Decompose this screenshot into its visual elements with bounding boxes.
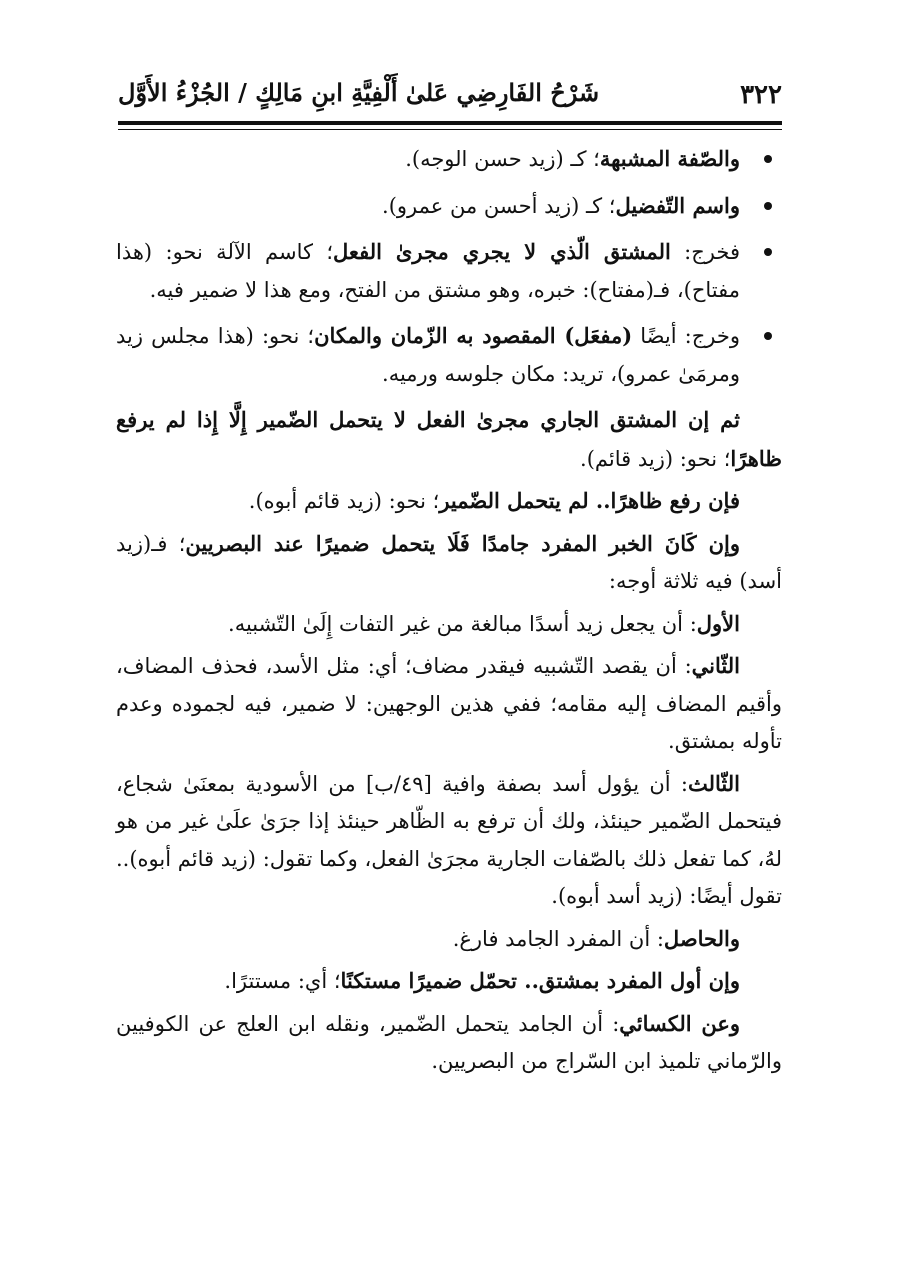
list-item <box>116 187 782 226</box>
paragraph-text: : أن يقصد التّشبيه فيقدر مضاف؛ أي: مثل الأسد، فحذف المضاف، وأقيم المضاف إليه مقامه؛ ففي هذين الوجهين: لا ضمير، فيه لجموده وعدم تأوله بمشتق. <box>116 654 782 753</box>
bullet-term: (مفعَل) المقصود به الزّمان والمكان <box>314 323 633 348</box>
paragraph <box>116 605 782 644</box>
bullet-text: ؛ كـ (زيد أحسن من عمرو). <box>382 193 616 218</box>
paragraph-text: : أن يجعل زيد أسدًا مبالغة من غير التفات إِلَىٰ التّشبيه. <box>228 611 697 636</box>
bullet-term: والصّفة المشبهة <box>599 146 740 171</box>
bullet-list <box>116 140 782 393</box>
bullet-icon <box>764 202 772 210</box>
list-item <box>116 140 782 179</box>
paragraph-text: : أن الجامد يتحمل الضّمير، ونقله ابن العلج عن الكوفيين والرّماني تلميذ ابن السّراج من البصريين. <box>116 1011 782 1073</box>
paragraph <box>116 1005 782 1081</box>
running-title: شَرْحُ الفَارِضِي عَلىٰ أَلْفِيَّةِ ابنِ مَالِكٍ / الجُزْءُ الأَوَّل <box>118 78 600 107</box>
bullet-icon <box>764 332 772 340</box>
paragraph-text: ؛ نحو: (زيد قائم). <box>580 446 731 471</box>
paragraph-bold: الأول <box>696 610 740 636</box>
paragraph-text: ؛ نحو: (زيد قائم أبوه). <box>248 489 440 513</box>
paragraph-text: : أن المفرد الجامد فارغ. <box>452 926 664 951</box>
paragraph-bold: وعن الكسائي <box>619 1010 740 1036</box>
paragraph-text: : أن يؤول أسد بصفة وافية [٤٩/ب] من الأسودية بمعنَىٰ شجاع، فيتحمل الضّمير حينئذ، ولك أن ترفع به الظّاهر حينئذ إذا جرَىٰ علَىٰ غير من هو لهُ، كما تفعل ذلك بالصّفات الجارية مجرَىٰ الفعل، وكما تقول: (زيد قائم أبوه).. تقول أيضًا: (زيد أسد أبوه). <box>116 771 782 908</box>
paragraph <box>116 765 782 916</box>
bullet-prefix: وخرج: أيضًا <box>632 324 740 348</box>
bullet-text: ؛ كاسم الآلة نحو: (هذا مفتاح)، فـ(مفتاح): خبره، وهو مشتق من الفتح، ومع هذا لا ضمير فيه. <box>116 240 740 302</box>
paragraph-bold: الثّاني <box>691 653 740 678</box>
header-rule-thick <box>118 121 782 125</box>
paragraph-bold: ثم إن المشتق الجاري مجرىٰ الفعل لا يتحمل الضّمير إِلَّا إِذا لم يرفع ظاهرًا <box>116 407 782 471</box>
bullet-text: ؛ نحو: (هذا مجلس زيد ومرمَىٰ عمرو)، تريد: مكان جلوسه ورميه. <box>116 324 740 386</box>
page-header <box>118 68 782 124</box>
paragraph <box>116 647 782 761</box>
paragraph-bold: وإن أول المفرد بمشتق.. تحمّل ضميرًا مستكنًا <box>340 968 740 993</box>
bullet-icon <box>764 155 772 163</box>
paragraph <box>116 525 782 601</box>
list-item <box>116 233 782 309</box>
paragraph <box>116 920 782 959</box>
body-text <box>116 140 782 1085</box>
header-rule-thin <box>118 129 782 130</box>
paragraph-bold: الثّالث <box>688 770 741 796</box>
paragraph <box>116 962 782 1001</box>
bullet-icon <box>764 248 772 256</box>
list-item <box>116 317 782 393</box>
paragraph-bold: فإن رفع ظاهرًا.. لم يتحمل الضّمير <box>439 488 740 513</box>
bullet-text: ؛ كـ (زيد حسن الوجه). <box>405 147 600 171</box>
bullet-prefix: فخرج: <box>670 240 740 264</box>
paragraph-bold: والحاصل <box>663 925 740 951</box>
page-number: ٣٢٢ <box>740 80 782 110</box>
paragraph-bold: وإن كَانَ الخبر المفرد جامدًا فَلَا يتحمل ضميرًا عند البصريين <box>185 530 740 556</box>
paragraph <box>116 401 782 478</box>
bullet-term: المشتق الّذي لا يجري مجرىٰ الفعل <box>333 239 671 264</box>
paragraph-text: ؛ فـ(زيد أسد) فيه ثلاثة أوجه: <box>116 531 782 593</box>
bullet-term: واسم التّفضيل <box>615 192 740 218</box>
paragraph <box>116 482 782 521</box>
paragraph-text: ؛ أي: مستترًا. <box>224 969 341 993</box>
